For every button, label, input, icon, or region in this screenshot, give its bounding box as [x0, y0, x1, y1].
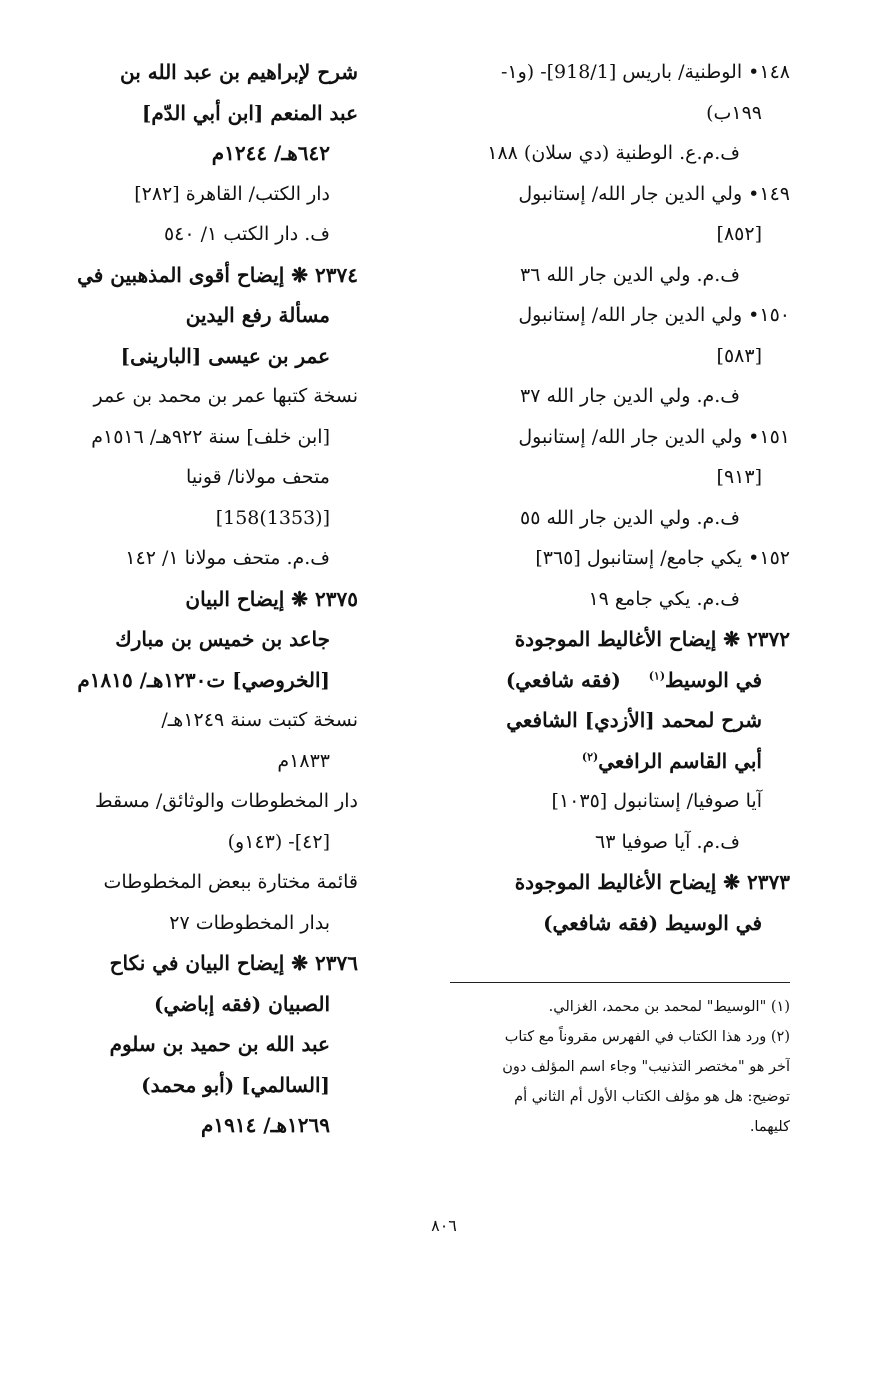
text-line: عبد المنعم [ابن أبي الدّم] — [141, 100, 358, 125]
footnote-line: آخر هو "مختصر التذنيب" وجاء اسم المؤلف دون — [502, 1059, 790, 1075]
footnote-line: (٢) ورد هذا الكتاب في الفهرس مقروناً مع كتاب — [504, 1029, 790, 1045]
footnote-line: (١) "الوسيط" لمحمد بن محمد، الغزالي. — [548, 999, 790, 1015]
text-line: ١٨٣٣م — [277, 749, 330, 772]
text-line: ٢٣٧٥ ❋ إيضاح البيان — [185, 586, 358, 611]
text-line: عبد الله بن حميد بن سلوم — [109, 1032, 330, 1056]
text-line: [الخروصي] ت١٢٣٠هـ/ ١٨١٥م — [77, 667, 330, 692]
text-line: ف.م. ولي الدين جار الله ٣٧ — [519, 385, 740, 407]
text-line: ف. دار الكتب ١/ ٥٤٠ — [163, 223, 330, 245]
text-line: [٥٨٣] — [716, 344, 762, 367]
text-line: أبي القاسم الرافعي$^{(٢)}$ — [581, 748, 762, 773]
text-line: ف.م. متحف مولانا ١/ ١٤٢ — [125, 547, 330, 569]
text-line: ١٤٩• ولي الدين جار الله/ إستانبول — [518, 182, 790, 205]
footnote-line: كليهما. — [749, 1119, 790, 1135]
text-line: ١٩٩ب) — [706, 101, 762, 124]
text-line: في الوسيط$^{(١)}$ (فقه شافعي) — [505, 667, 762, 692]
text-line: [السالمي] (أبو محمد) — [141, 1072, 330, 1097]
text-line: [(1353)158] — [215, 506, 330, 529]
text-line: ١٥٢• يكي جامع/ إستانبول [٣٦٥] — [535, 547, 790, 569]
text-line: آيا صوفيا/ إستانبول [١٠٣٥] — [551, 790, 762, 812]
text-line: ١٢٦٩هـ/ ١٩١٤م — [200, 1113, 330, 1137]
text-line: قائمة مختارة ببعض المخطوطات — [103, 871, 358, 893]
text-line: ٢٣٧٤ ❋ إيضاح أقوى المذهبين في — [77, 262, 358, 287]
right-column — [445, 52, 790, 943]
text-line: مسألة رفع اليدين — [185, 303, 330, 327]
text-line: دار المخطوطات والوثائق/ مسقط — [95, 790, 358, 812]
text-line: ف.م. يكي جامع ١٩ — [588, 587, 740, 610]
text-line: جاعد بن خميس بن مبارك — [115, 627, 330, 651]
text-line: ف.م. ولي الدين جار الله ٣٦ — [519, 263, 740, 286]
page-number: ٨٠٦ — [431, 1216, 457, 1235]
text-line: ٦٤٢هـ/ ١٢٤٤م — [211, 141, 330, 165]
footnotes — [445, 992, 790, 1142]
footnote-divider — [450, 982, 790, 983]
text-line: شرح لمحمد [الأزدي] الشافعي — [506, 708, 762, 732]
text-line: [٨٥٢] — [716, 223, 762, 245]
footnote-marker: (٢) — [581, 749, 599, 763]
text-line: نسخة كتبت سنة ١٢٤٩هـ/ — [161, 709, 358, 731]
text-line: ٢٣٧٦ ❋ إيضاح البيان في نكاح — [109, 951, 358, 975]
text-line: ف.م.ع. الوطنية (دي سلان) ١٨٨ — [487, 142, 740, 164]
text-line: ف.م. آيا صوفيا ٦٣ — [595, 830, 740, 853]
text-line: متحف مولانا/ قونيا — [186, 466, 330, 488]
footnote-line: توضيح: هل هو مؤلف الكتاب الأول أم الثاني أم — [514, 1089, 790, 1105]
text-line: شرح لإبراهيم بن عبد الله بن — [119, 60, 358, 84]
footnote-marker: (١) — [648, 668, 666, 682]
text-line: نسخة كتبها عمر بن محمد بن عمر — [93, 385, 358, 407]
text-line: [٤٢]- (١٤٣و) — [227, 830, 330, 853]
text-line: [ابن خلف] سنة ٩٢٢هـ/ ١٥١٦م — [91, 425, 330, 448]
text-line: عمر بن عيسى [البارينى] — [120, 343, 330, 368]
text-line: ف.م. ولي الدين جار الله ٥٥ — [519, 506, 740, 529]
text-line: بدار المخطوطات ٢٧ — [169, 911, 330, 934]
text-line: ٢٣٧٢ ❋ إيضاح الأغاليط الموجودة — [514, 627, 790, 651]
text-line: في الوسيط (فقه شافعي) — [543, 910, 762, 935]
text-line: دار الكتب/ القاهرة [٢٨٢] — [134, 182, 330, 205]
left-column — [58, 52, 358, 1146]
text-line: ٢٣٧٣ ❋ إيضاح الأغاليط الموجودة — [514, 870, 790, 894]
text-line: ١٥١• ولي الدين جار الله/ إستانبول — [518, 425, 790, 448]
text-line: ١٥٠• ولي الدين جار الله/ إستانبول — [518, 304, 790, 326]
text-line: الصبيان (فقه إباضي) — [154, 991, 330, 1016]
text-line: [٩١٣] — [716, 466, 762, 488]
text-line: ١٤٨• الوطنية/ باريس [918/1]- (و١- — [500, 61, 790, 83]
